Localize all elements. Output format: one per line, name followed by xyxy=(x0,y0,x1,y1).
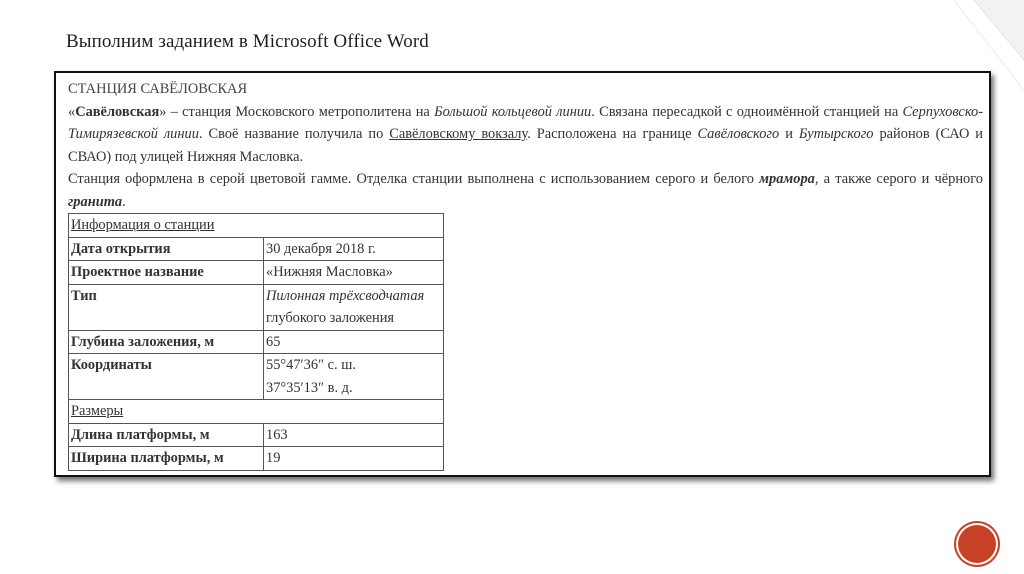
table-row xyxy=(69,330,444,354)
document-frame xyxy=(54,71,991,477)
table-row xyxy=(69,354,444,400)
text-fragment: Станция оформлена в серой цветовой гамме. Отделка станции выполнена с использованием серого и белого xyxy=(68,171,760,187)
type-label: Тип xyxy=(69,284,264,330)
platform-width-label: Ширина платформы, м xyxy=(69,447,264,471)
platform-width-value: 19 xyxy=(264,447,444,471)
coordinates-lon: 37°35′13″ в. д. xyxy=(266,379,353,396)
project-name-value: «Нижняя Масловка» xyxy=(264,261,444,285)
paragraph-intro xyxy=(68,101,983,169)
table-row xyxy=(69,261,444,285)
type-value-line2: глубокого заложения xyxy=(266,310,395,326)
table-row xyxy=(69,400,444,424)
text-fragment: , а также серого и чёрного xyxy=(814,171,983,187)
text-fragment: » – станция Московского метрополитена на xyxy=(159,103,435,120)
platform-length-value: 163 xyxy=(264,423,444,447)
opening-date-value: 30 декабря 2018 г. xyxy=(264,237,444,261)
big-ring-line: Большой кольцевой линии xyxy=(434,103,592,120)
platform-length-label: Длина платформы, м xyxy=(69,423,264,447)
depth-label: Глубина заложения, м xyxy=(69,330,264,354)
text-fragment: районов (САО и СВАО) под улицей Нижняя Масловка. xyxy=(68,126,984,165)
station-info-table xyxy=(68,213,444,471)
marble-term: мрамора xyxy=(759,171,815,187)
table-row xyxy=(69,214,444,238)
granite-term: гранита xyxy=(68,193,123,210)
text-quote-open: « xyxy=(68,103,76,120)
coordinates-value xyxy=(264,354,444,400)
section-size-header[interactable]: Размеры xyxy=(69,400,444,424)
table-row xyxy=(69,237,444,261)
section-info-header[interactable]: Информация о станции xyxy=(69,214,444,238)
table-row xyxy=(69,284,444,330)
project-name-label: Проектное название xyxy=(69,261,264,285)
station-name: Савёловская xyxy=(75,103,160,120)
butyrsky-district: Бутырского xyxy=(798,126,874,142)
type-value xyxy=(264,284,444,330)
text-fragment: и xyxy=(779,126,799,142)
text-fragment: . Своё название получила по xyxy=(198,126,390,142)
serpukhovsko-line: Серпуховско-Тимирязевской линии xyxy=(68,103,983,142)
savyolovsky-district: Савёловского xyxy=(697,126,780,142)
slide-title: Выполним заданием в Microsoft Office Word xyxy=(66,31,429,52)
coordinates-lat: 55°47′36″ с. ш. xyxy=(266,357,356,373)
document-content xyxy=(68,78,983,471)
text-fragment: . Расположена на границе xyxy=(527,126,698,142)
text-fragment: . xyxy=(122,193,126,210)
savyolovsky-station-link[interactable]: Савёловскому вокзалу xyxy=(389,126,528,142)
text-fragment: . Связана пересадкой с одноимённой станцией на xyxy=(591,103,903,120)
table-row xyxy=(69,423,444,447)
paragraph-design xyxy=(68,168,983,213)
coordinates-label: Координаты xyxy=(69,354,264,400)
depth-value: 65 xyxy=(264,330,444,354)
opening-date-label: Дата открытия xyxy=(69,237,264,261)
document-heading: СТАНЦИЯ САВЁЛОВСКАЯ xyxy=(68,81,248,97)
type-value-line1: Пилонная трёхсводчатая xyxy=(266,287,425,304)
slide-nav-button[interactable] xyxy=(958,525,996,563)
table-row xyxy=(69,447,444,471)
